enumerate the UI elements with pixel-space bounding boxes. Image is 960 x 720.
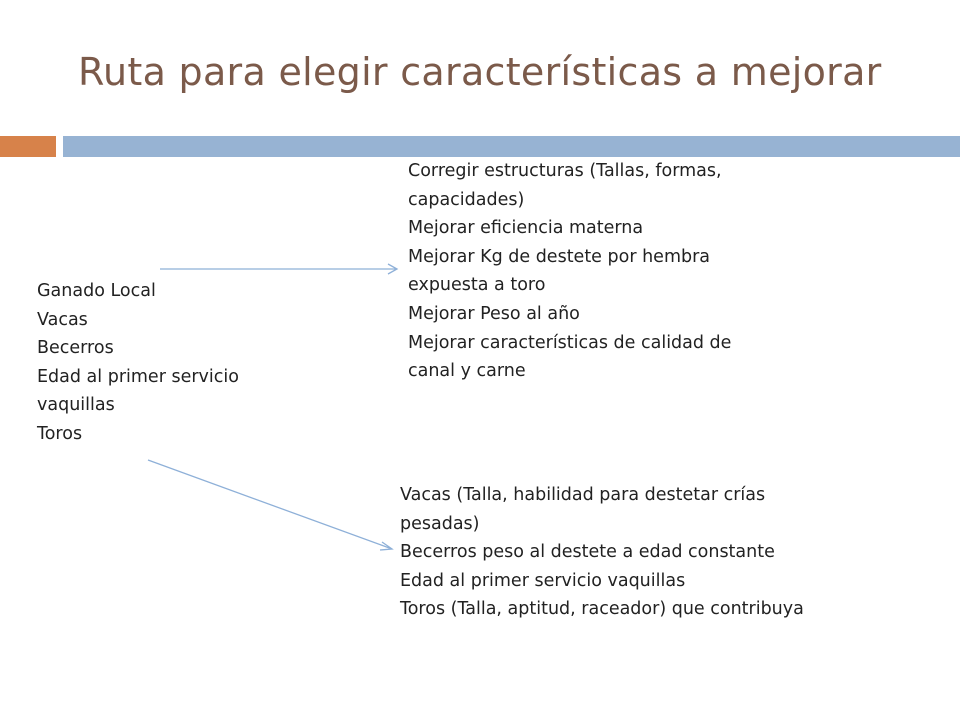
list-item: Mejorar características de calidad de [408,332,732,353]
accent-bar-blue [63,136,960,157]
list-item: Vacas (Talla, habilidad para destetar crías [400,485,766,505]
list-item: expuesta a toro [408,275,546,296]
list-item: Ganado Local [37,281,156,301]
list-item: pesadas) [400,513,480,534]
slide-title: Ruta para elegir características a mejorar [78,50,882,94]
list-item: Becerros peso al destete a edad constante [400,542,775,563]
list-item: Becerros [37,338,114,359]
list-item: Edad al primer servicio vaquillas [400,570,686,591]
list-item: canal y carne [408,361,526,382]
list-item: vaquillas [37,395,115,416]
list-item: Vacas [37,309,88,330]
left-list [37,277,239,449]
list-item: Corregir estructuras (Tallas, formas, [408,161,722,181]
upper-list [408,157,731,386]
lower-arrow [148,460,392,549]
accent-bar-orange [0,136,56,157]
list-item: Mejorar Kg de destete por hembra [408,246,711,267]
lower-arrow-head [380,542,392,550]
list-item: capacidades) [408,189,525,210]
list-item: Edad al primer servicio [37,366,239,387]
list-item: Toros [37,423,83,444]
list-item: Mejorar eficiencia materna [408,218,644,239]
upper-arrow-head [388,264,397,274]
list-item: Mejorar Peso al año [408,303,580,324]
lower-list [400,481,804,624]
list-item: Toros (Talla, aptitud, raceador) que contribuya [400,599,804,620]
